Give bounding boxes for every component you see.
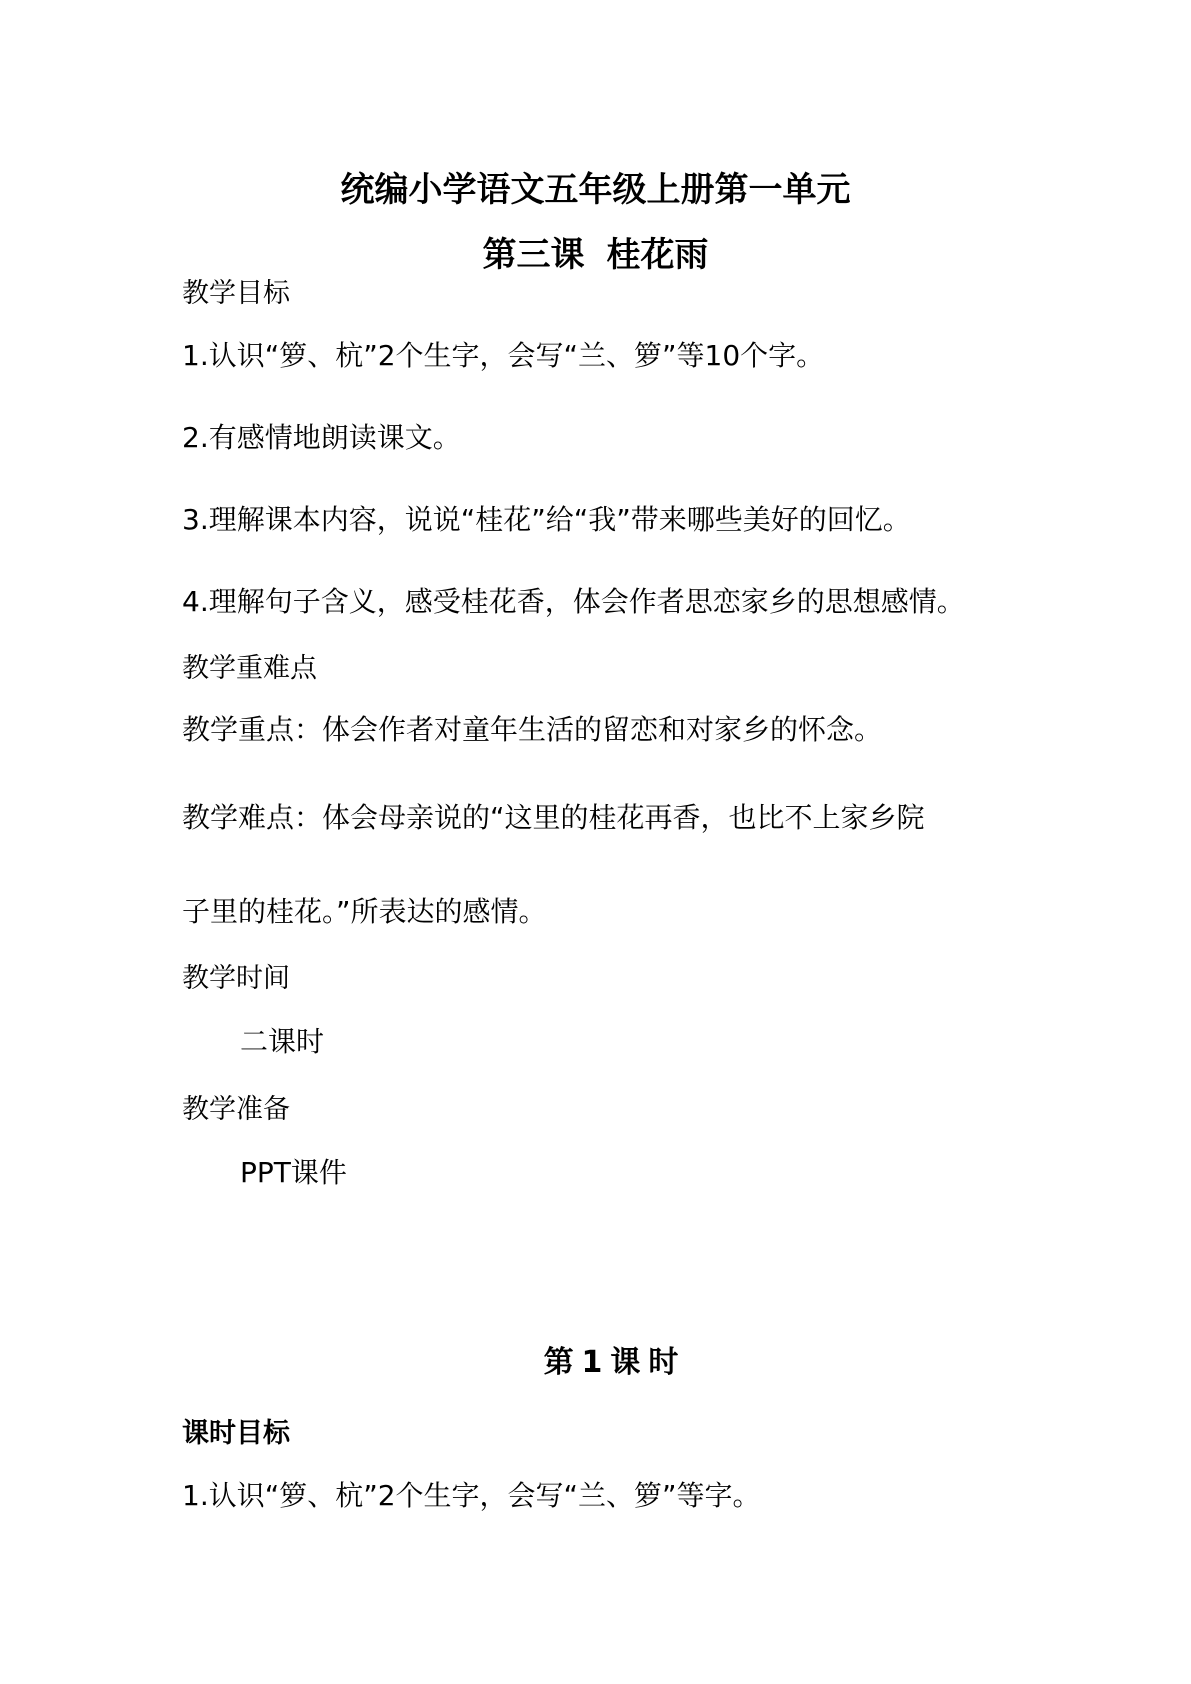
- lesson1-title: 第1课时: [543, 1345, 687, 1380]
- lesson-title: [0, 235, 1191, 275]
- goal-item-4: 4.理解句子含义，感受桂花香，体会作者思恋家乡的思想感情。: [182, 585, 965, 618]
- time-value: 二课时: [240, 1025, 325, 1058]
- goal-item-3: 3.理解课本内容，说说“桂花”给“我”带来哪些美好的回忆。: [182, 503, 911, 536]
- difficult-point-line1: 教学难点：体会母亲说的“这里的桂花再香，也比不上家乡院: [182, 801, 925, 834]
- lesson1-objective-1: 1.认识“箩、杭”2个生字，会写“兰、箩”等字。: [182, 1479, 761, 1512]
- lesson-name: 桂花雨: [606, 235, 709, 275]
- prep-heading: 教学准备: [182, 1094, 290, 1125]
- goal-item-1: 1.认识“箩、杭”2个生字，会写“兰、箩”等10个字。: [182, 339, 825, 372]
- lesson1-objectives-heading: 课时目标: [182, 1418, 290, 1449]
- lesson-number: 第三课: [482, 235, 585, 275]
- key-point-text: 教学重点：体会作者对童年生活的留恋和对家乡的怀念。: [182, 713, 883, 746]
- key-points-heading: 教学重难点: [182, 653, 317, 684]
- time-heading: 教学时间: [182, 963, 290, 994]
- difficult-point-line2: 子里的桂花。”所表达的感情。: [182, 895, 547, 928]
- goals-heading: 教学目标: [182, 278, 290, 309]
- document-title: 统编小学语文五年级上册第一单元: [340, 170, 851, 210]
- goal-item-2: 2.有感情地朗读课文。: [182, 421, 461, 454]
- prep-value: PPT课件: [240, 1156, 347, 1189]
